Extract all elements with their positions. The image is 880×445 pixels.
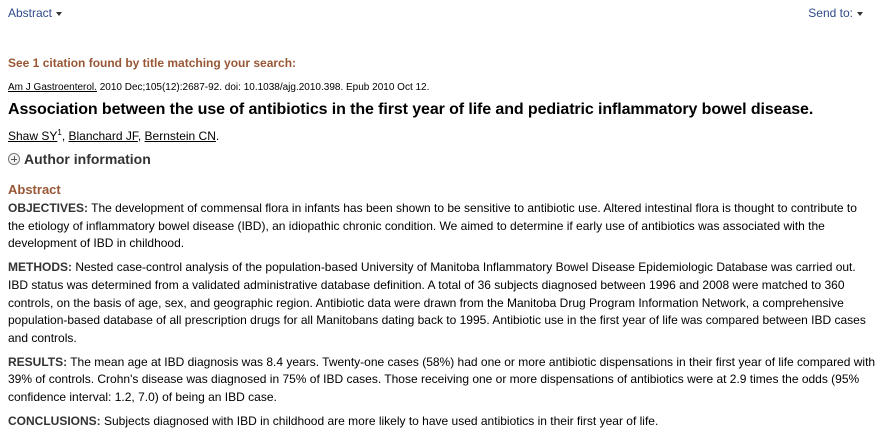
citation-line [8, 82, 429, 93]
abstract-section-methods [8, 259, 876, 348]
section-text: Nested case-control analysis of the population-based University of Manitoba Inflammatory Bowel Disease Epidemiologic Database was carried out. IBD status was determined from a validated administrative database definition. A total of 36 subjects diagnosed between 1996 and 2008 were matched to 360 controls, on the basis of age, sex, and geographic region. Antibiotic data were drawn from the Manitoba Drug Program Information Network, a comprehensive population-based database of all prescription drugs for all Manitobans dating back to 1995. Antibiotic use in the first year of life was compared between IBD cases and controls. [8, 260, 866, 345]
citation-match-message: See 1 citation found by title matching your search: [8, 56, 297, 70]
top-toolbar [8, 6, 863, 24]
section-label: RESULTS: [8, 354, 68, 369]
section-text: Subjects diagnosed with IBD in childhood are more likely to have used antibiotics in their first year of life. [100, 413, 659, 428]
caret-down-icon [857, 12, 863, 16]
author-information-toggle[interactable] [8, 151, 151, 167]
section-label: METHODS: [8, 260, 72, 275]
abstract-section-objectives [8, 200, 876, 253]
caret-down-icon [56, 12, 62, 16]
expand-plus-icon [8, 153, 20, 165]
author-link[interactable]: Bernstein CN [144, 129, 216, 143]
author-list: Shaw $SY^1$, Blanchard JF, Bernstein CN. [8, 128, 220, 143]
author-link[interactable]: Blanchard JF [68, 129, 138, 143]
abstract-section-conclusions [8, 413, 876, 431]
abstract-heading: Abstract [8, 182, 61, 197]
citation-details: 2010 Dec;105(12):2687-92. doi: 10.1038/ajg.2010.398. Epub 2010 Oct 12. [96, 82, 430, 93]
send-to-label: Send to: [808, 6, 853, 20]
format-dropdown-label: Abstract [8, 6, 53, 20]
abstract-body [8, 200, 876, 436]
author-information-label: Author information [24, 151, 151, 167]
send-to-dropdown[interactable] [808, 6, 863, 20]
journal-link[interactable]: Am J Gastroenterol. [8, 82, 97, 93]
author-affiliation-sup: 1 [57, 128, 62, 137]
section-label: CONCLUSIONS: [8, 413, 101, 428]
section-text: The development of commensal flora in infants has been shown to be sensitive to antibiotic use. Altered intestinal flora is thought to contribute to the etiology of inflammatory bowel disease (IBD), an idiopathic chronic condition. We aimed to determine if early use of antibiotics was associated with the development of IBD in childhood. [8, 201, 857, 251]
section-label: OBJECTIVES: [8, 201, 89, 215]
abstract-section-results [8, 354, 876, 407]
author-link[interactable]: Shaw SY [8, 129, 58, 143]
article-title: Association between the use of antibiotics in the first year of life and pediatric inflammatory bowel disease. [8, 101, 814, 118]
section-text: The mean age at IBD diagnosis was 8.4 years. Twenty-one cases (58%) had one or more antibiotic dispensations in their first year of life compared with 39% of controls. Crohn's disease was diagnosed in 75% of IBD cases. Those receiving one or more dispensations of antibiotics were at 2.9 times the odds (95% confidence interval: 1.2, 7.0) of being an IBD case. [8, 354, 876, 405]
format-dropdown[interactable] [8, 6, 62, 20]
